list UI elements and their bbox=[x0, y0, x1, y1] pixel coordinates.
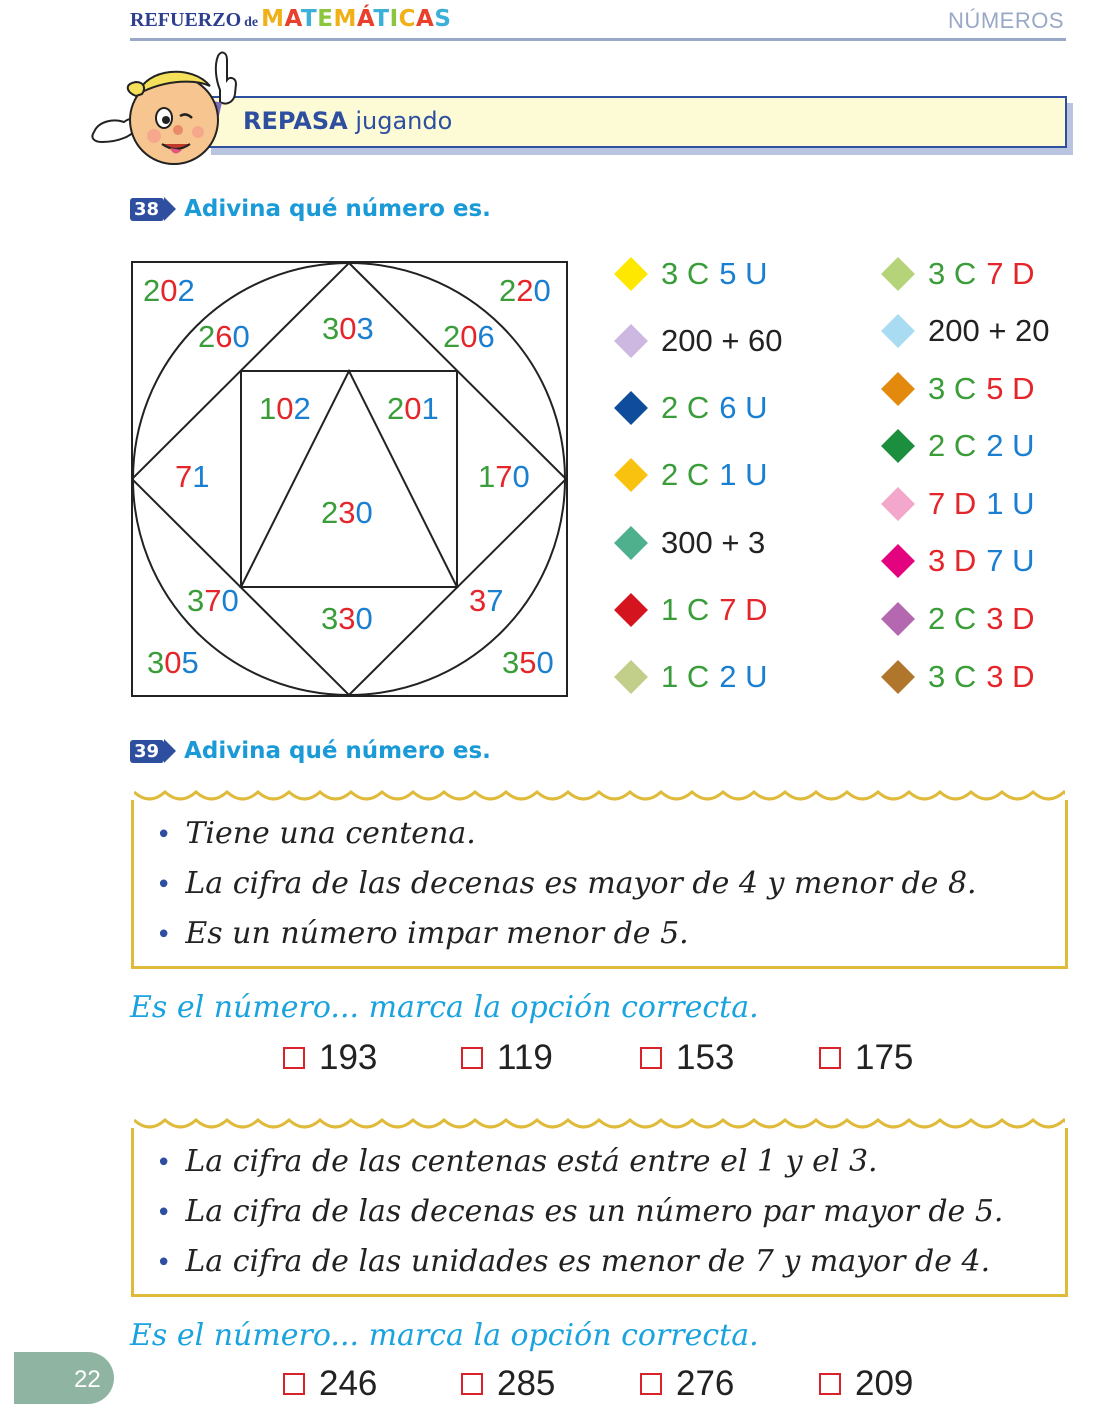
checkbox[interactable] bbox=[283, 1047, 305, 1069]
brand-letter: M bbox=[261, 6, 285, 32]
color-diamond-icon bbox=[614, 660, 648, 694]
digit: 3 bbox=[187, 583, 205, 618]
checkbox[interactable] bbox=[283, 1373, 305, 1395]
legend-text: 3 C bbox=[928, 659, 977, 694]
legend-text: 2 U bbox=[986, 428, 1035, 463]
brand-letter: T bbox=[373, 6, 390, 32]
brand-letter: E bbox=[317, 6, 334, 32]
legend-item bbox=[615, 325, 783, 356]
answer-option[interactable] bbox=[819, 1364, 913, 1404]
brand-letter: A bbox=[284, 6, 302, 32]
digit: 2 bbox=[143, 273, 161, 308]
legend-text: 2 C bbox=[928, 428, 977, 463]
color-diamond-icon bbox=[881, 602, 915, 636]
digit: 2 bbox=[443, 319, 461, 354]
digit: 6 bbox=[477, 319, 495, 354]
legend-text: 3 D bbox=[928, 543, 977, 578]
color-diamond-icon bbox=[881, 487, 915, 521]
option-value: 285 bbox=[497, 1364, 556, 1403]
section-label: NÚMEROS bbox=[948, 8, 1064, 33]
color-diamond-icon bbox=[881, 429, 915, 463]
digit: 0 bbox=[160, 273, 178, 308]
color-diamond-icon bbox=[614, 593, 648, 627]
digit: 7 bbox=[204, 583, 222, 618]
checkbox[interactable] bbox=[640, 1373, 662, 1395]
answer-option[interactable] bbox=[461, 1364, 555, 1404]
color-diamond-icon bbox=[614, 391, 648, 425]
digit: 7 bbox=[175, 459, 193, 494]
checkbox[interactable] bbox=[819, 1373, 841, 1395]
digit: 0 bbox=[221, 583, 239, 618]
legend-text: 3 D bbox=[986, 659, 1035, 694]
clue-line: • La cifra de las unidades es menor de 7 y mayor de 4. bbox=[156, 1244, 991, 1279]
clue-text: La cifra de las unidades es menor de 7 y mayor de 4. bbox=[185, 1244, 991, 1279]
figure-number bbox=[469, 585, 504, 616]
digit: 0 bbox=[339, 311, 357, 346]
color-diamond-icon bbox=[881, 660, 915, 694]
brand-letter: M bbox=[333, 6, 357, 32]
figure-number bbox=[322, 313, 374, 344]
exercise-title: Adivina qué número es. bbox=[184, 196, 491, 222]
color-diamond-icon bbox=[881, 257, 915, 291]
digit: 3 bbox=[147, 645, 165, 680]
digit: 0 bbox=[164, 645, 182, 680]
digit: 2 bbox=[177, 273, 195, 308]
digit: 2 bbox=[387, 391, 405, 426]
answer-option[interactable] bbox=[461, 1038, 553, 1078]
legend-item bbox=[882, 315, 1050, 346]
digit: 0 bbox=[533, 273, 551, 308]
arrow-icon bbox=[164, 197, 176, 221]
brand-matematicas bbox=[261, 6, 451, 32]
clue-text: Es un número impar menor de 5. bbox=[185, 916, 689, 951]
legend-item bbox=[882, 603, 1035, 634]
option-value: 153 bbox=[676, 1038, 735, 1077]
brand-title bbox=[130, 6, 451, 32]
figure-number bbox=[478, 461, 530, 492]
digit: 2 bbox=[516, 273, 534, 308]
answer-option[interactable] bbox=[819, 1038, 913, 1078]
legend-item bbox=[615, 594, 768, 625]
color-diamond-icon bbox=[881, 314, 915, 348]
digit: 3 bbox=[321, 601, 339, 636]
banner-bold: REPASA bbox=[243, 107, 348, 135]
clue-text: La cifra de las decenas es mayor de 4 y menor de 8. bbox=[185, 866, 977, 901]
checkbox[interactable] bbox=[819, 1047, 841, 1069]
legend-text: 1 U bbox=[986, 486, 1035, 521]
mascot-illustration bbox=[88, 46, 248, 166]
legend-item bbox=[615, 392, 768, 423]
figure-number bbox=[187, 585, 239, 616]
banner-title bbox=[243, 107, 452, 135]
clue-line: • Tiene una centena. bbox=[156, 816, 476, 851]
figure-number bbox=[143, 275, 195, 306]
clue-line: • La cifra de las decenas es un número par mayor de 5. bbox=[156, 1194, 1004, 1229]
legend-text: 3 C bbox=[928, 256, 977, 291]
figure-number bbox=[321, 497, 373, 528]
clue-text: La cifra de las centenas está entre el 1 y el 3. bbox=[185, 1144, 878, 1179]
legend-text: 2 C bbox=[661, 390, 710, 425]
option-value: 209 bbox=[855, 1364, 914, 1403]
figure-number bbox=[321, 603, 373, 634]
digit: 1 bbox=[259, 391, 277, 426]
color-diamond-icon bbox=[614, 257, 648, 291]
brand-prefix: REFUERZO bbox=[130, 9, 242, 31]
clue-text: Tiene una centena. bbox=[185, 816, 476, 851]
digit: 5 bbox=[519, 645, 537, 680]
legend-text: 200 + 60 bbox=[661, 323, 783, 358]
clue-line: • La cifra de las centenas está entre el 1 y el 3. bbox=[156, 1144, 878, 1179]
digit: 3 bbox=[356, 311, 374, 346]
header-rule bbox=[130, 38, 1066, 41]
clue-line: • Es un número impar menor de 5. bbox=[156, 916, 689, 951]
legend-text: 200 + 20 bbox=[928, 313, 1050, 348]
brand-letter: C bbox=[398, 6, 417, 32]
figure-number bbox=[499, 275, 551, 306]
color-diamond-icon bbox=[881, 372, 915, 406]
clue-text: La cifra de las decenas es un número par mayor de 5. bbox=[185, 1194, 1004, 1229]
figure-number bbox=[443, 321, 495, 352]
legend-text: 2 C bbox=[928, 601, 977, 636]
brand-letter: T bbox=[301, 6, 318, 32]
legend-item bbox=[615, 661, 768, 692]
legend-text: 3 D bbox=[986, 601, 1035, 636]
option-value: 175 bbox=[855, 1038, 914, 1077]
option-value: 193 bbox=[319, 1038, 378, 1077]
legend-item bbox=[615, 527, 765, 558]
legend-text: 3 C bbox=[661, 256, 710, 291]
legend-text: 1 U bbox=[719, 457, 768, 492]
digit: 2 bbox=[293, 391, 311, 426]
clue-line: • La cifra de las decenas es mayor de 4 y menor de 8. bbox=[156, 866, 977, 901]
scallop-border bbox=[134, 1118, 1065, 1132]
digit: 3 bbox=[469, 583, 487, 618]
brand-letter: Á bbox=[356, 6, 374, 32]
answer-prompt: Es el número... marca la opción correcta. bbox=[130, 1318, 759, 1353]
color-diamond-icon bbox=[881, 544, 915, 578]
digit: 6 bbox=[215, 319, 233, 354]
exercise-number: 38 bbox=[130, 198, 164, 221]
brand-de: de bbox=[244, 15, 259, 30]
checkbox[interactable] bbox=[640, 1047, 662, 1069]
brand-letter: A bbox=[416, 6, 435, 32]
digit: 3 bbox=[322, 311, 340, 346]
digit: 3 bbox=[338, 601, 356, 636]
legend-text: 7 D bbox=[928, 486, 977, 521]
clue-box-1 bbox=[131, 800, 1068, 969]
legend-item bbox=[882, 430, 1035, 461]
exercise-39-header bbox=[130, 738, 491, 764]
page-number: 22 bbox=[74, 1366, 101, 1393]
digit: 0 bbox=[512, 459, 530, 494]
figure-number bbox=[259, 393, 311, 424]
digit: 0 bbox=[355, 601, 373, 636]
brand-letter: I bbox=[389, 6, 399, 32]
digit: 5 bbox=[181, 645, 199, 680]
legend-text: 2 U bbox=[719, 659, 768, 694]
figure-number bbox=[502, 647, 554, 678]
digit: 1 bbox=[478, 459, 496, 494]
color-diamond-icon bbox=[614, 458, 648, 492]
digit: 0 bbox=[232, 319, 250, 354]
legend-item bbox=[882, 488, 1035, 519]
digit: 0 bbox=[355, 495, 373, 530]
legend-text: 300 + 3 bbox=[661, 525, 766, 560]
legend-text: 2 C bbox=[661, 457, 710, 492]
digit: 2 bbox=[198, 319, 216, 354]
answer-option[interactable] bbox=[283, 1038, 377, 1078]
answer-option[interactable] bbox=[640, 1038, 734, 1078]
option-value: 246 bbox=[319, 1364, 378, 1403]
legend-text: 1 C bbox=[661, 659, 710, 694]
legend-text: 6 U bbox=[719, 390, 768, 425]
arrow-icon bbox=[164, 739, 176, 763]
digit: 7 bbox=[486, 583, 504, 618]
digit: 3 bbox=[338, 495, 356, 530]
figure-area bbox=[131, 261, 568, 697]
legend-item bbox=[615, 459, 768, 490]
brand-letter: S bbox=[434, 6, 452, 32]
exercise-title: Adivina qué número es. bbox=[184, 738, 491, 764]
checkbox[interactable] bbox=[461, 1373, 483, 1395]
color-diamond-icon bbox=[614, 526, 648, 560]
digit: 0 bbox=[404, 391, 422, 426]
scallop-border bbox=[134, 790, 1065, 804]
legend-text: 5 D bbox=[986, 371, 1035, 406]
legend-text: 1 C bbox=[661, 592, 710, 627]
exercise-number: 39 bbox=[130, 740, 164, 763]
legend-item bbox=[882, 258, 1035, 289]
banner-rest: jugando bbox=[355, 107, 453, 135]
legend-item bbox=[882, 373, 1035, 404]
legend-item bbox=[615, 258, 768, 289]
digit: 0 bbox=[460, 319, 478, 354]
answer-option[interactable] bbox=[283, 1364, 377, 1404]
digit: 1 bbox=[421, 391, 439, 426]
figure-number bbox=[175, 461, 210, 492]
figure-number bbox=[147, 647, 199, 678]
exercise-38-header bbox=[130, 196, 491, 222]
legend-text: 5 U bbox=[719, 256, 768, 291]
digit: 3 bbox=[502, 645, 520, 680]
digit: 2 bbox=[499, 273, 517, 308]
answer-prompt: Es el número... marca la opción correcta. bbox=[130, 990, 759, 1025]
digit: 7 bbox=[495, 459, 513, 494]
legend-item bbox=[882, 545, 1035, 576]
figure-number bbox=[387, 393, 439, 424]
color-diamond-icon bbox=[614, 324, 648, 358]
clue-box-2 bbox=[131, 1128, 1068, 1297]
option-value: 276 bbox=[676, 1364, 735, 1403]
digit: 2 bbox=[321, 495, 339, 530]
digit: 0 bbox=[276, 391, 294, 426]
answer-option[interactable] bbox=[640, 1364, 734, 1404]
legend-text: 7 D bbox=[719, 592, 768, 627]
legend-item bbox=[882, 661, 1035, 692]
option-value: 119 bbox=[497, 1038, 553, 1077]
checkbox[interactable] bbox=[461, 1047, 483, 1069]
legend-text: 7 D bbox=[986, 256, 1035, 291]
legend-text: 3 C bbox=[928, 371, 977, 406]
digit: 1 bbox=[192, 459, 210, 494]
digit: 0 bbox=[536, 645, 554, 680]
legend-text: 7 U bbox=[986, 543, 1035, 578]
figure-number bbox=[198, 321, 250, 352]
